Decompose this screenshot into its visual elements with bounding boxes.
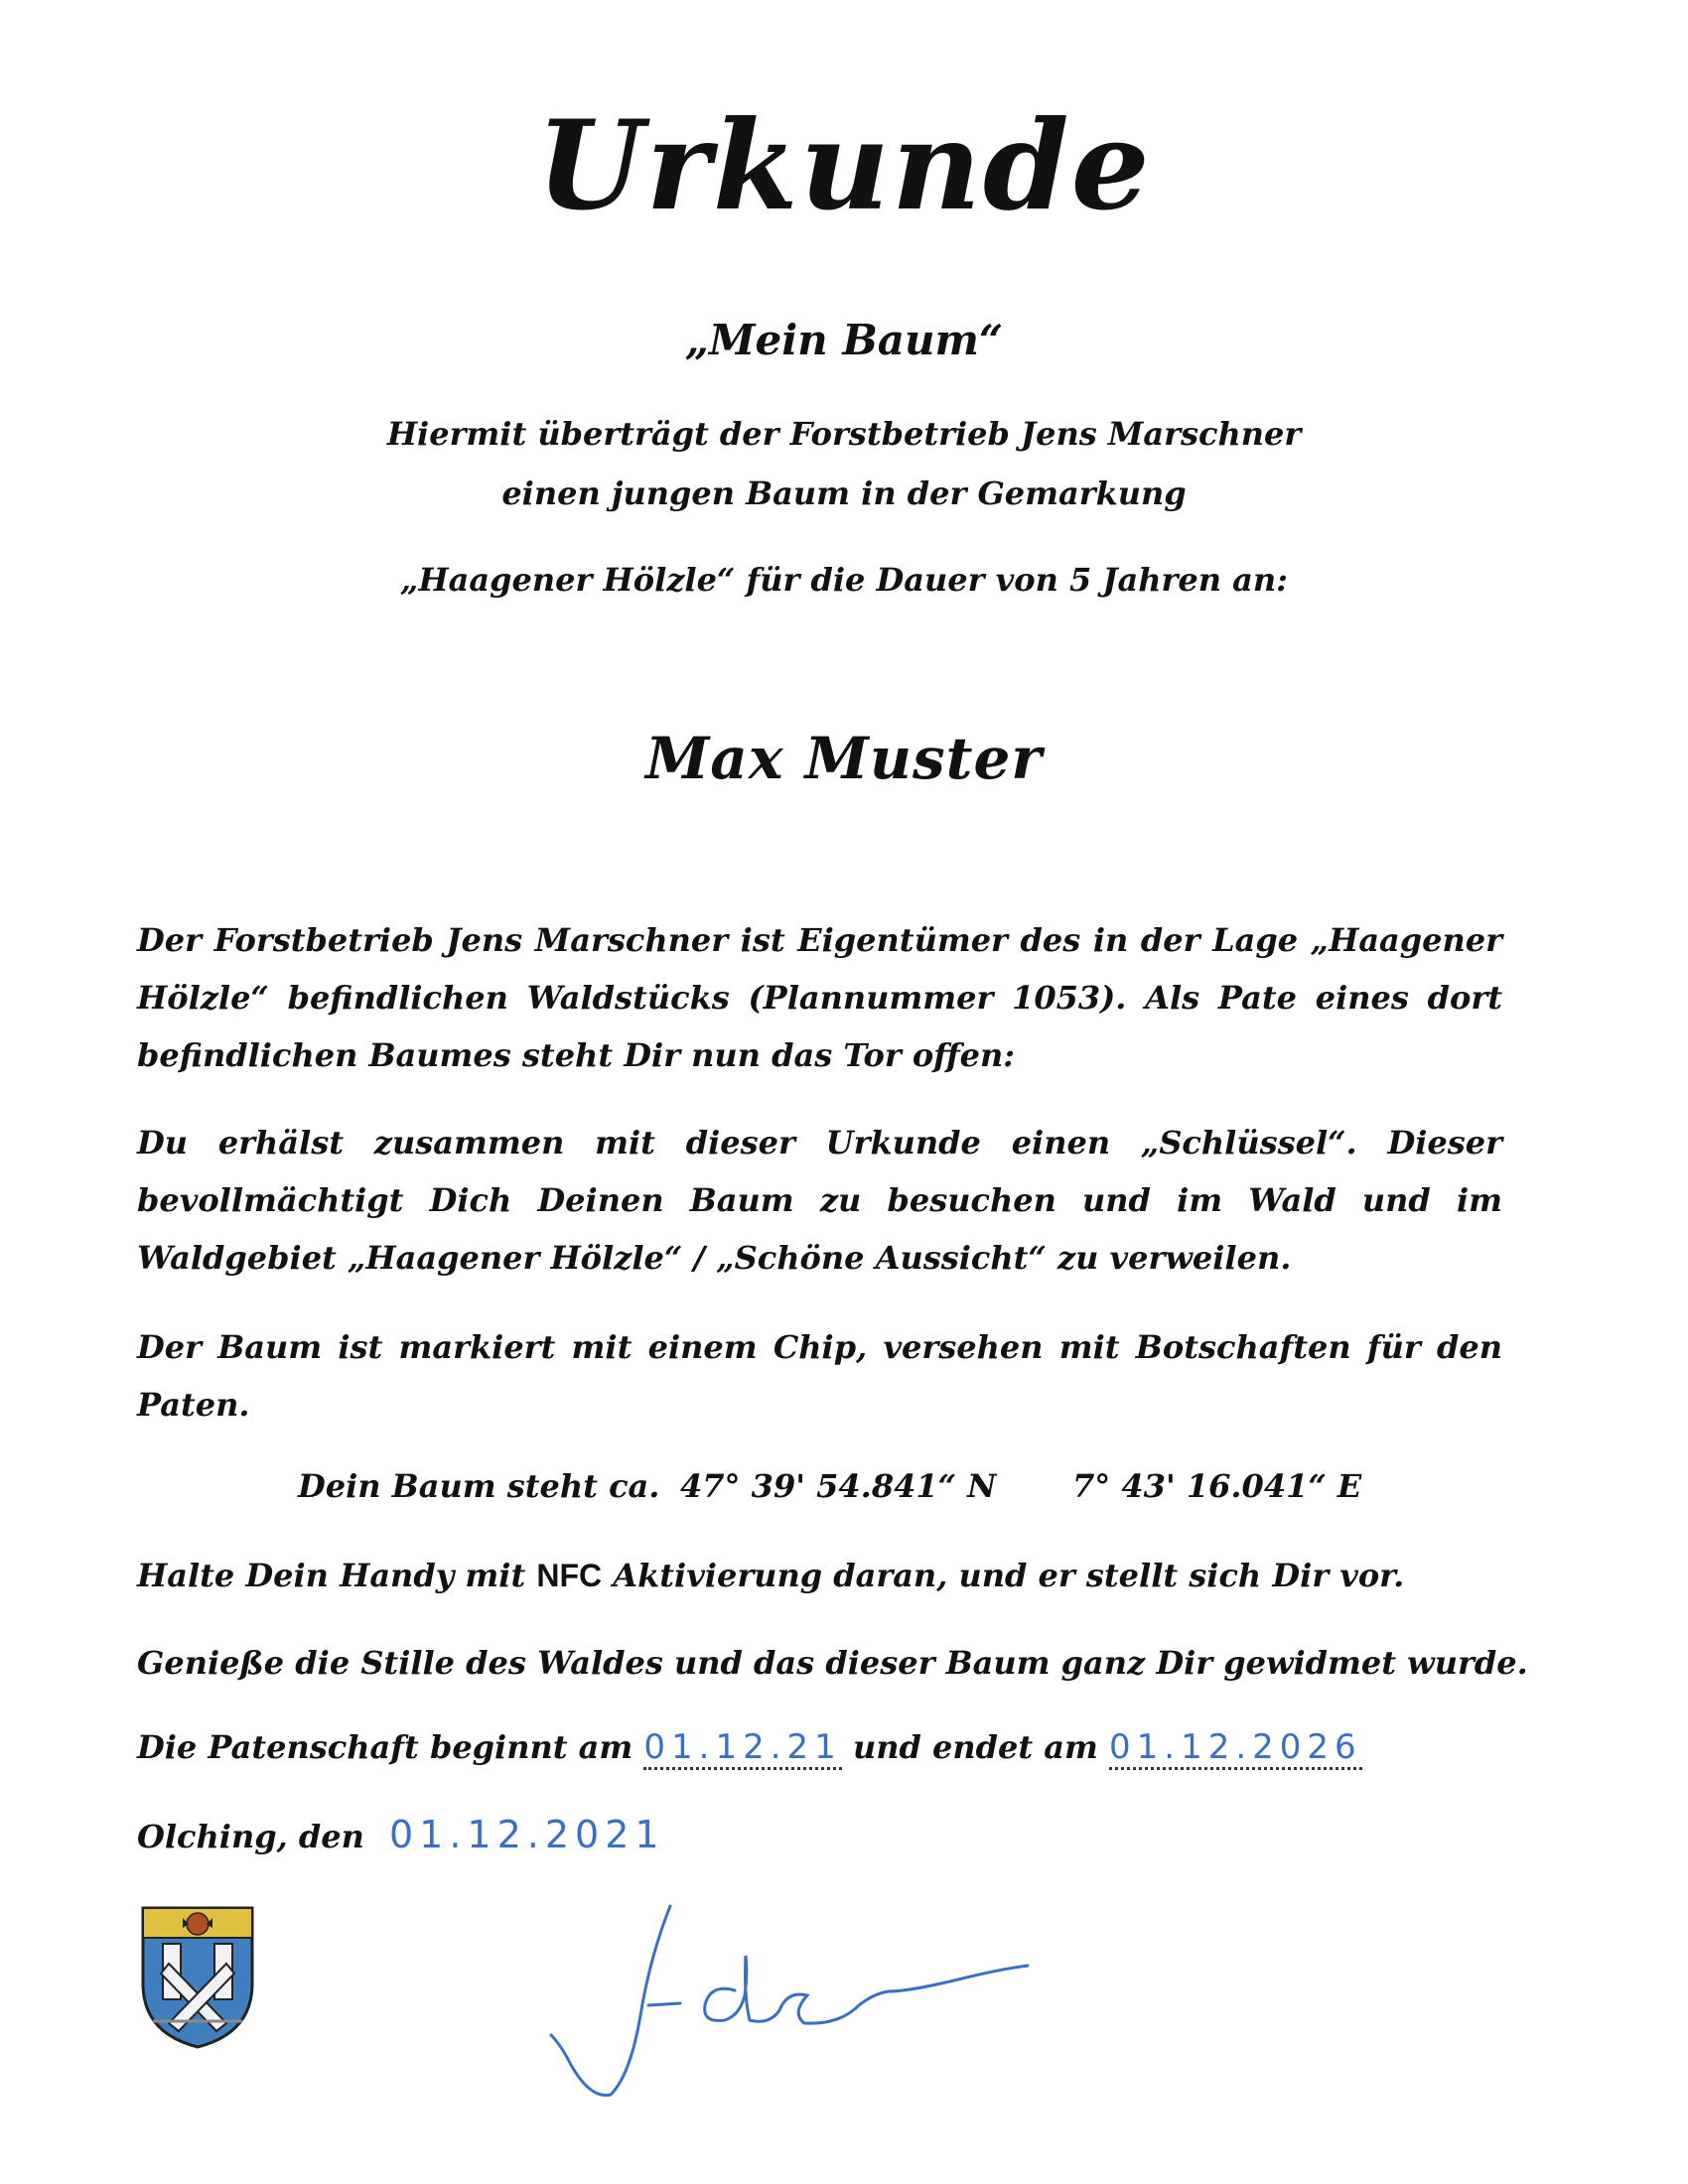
coordinates-longitude: 7° 43' 16.041“ E: [1072, 1467, 1362, 1505]
coordinates-latitude: 47° 39' 54.841“ N: [680, 1467, 997, 1505]
place-date-line: [137, 1813, 1527, 1856]
nfc-line: [137, 1557, 1527, 1594]
coat-of-arms-icon: [139, 1904, 256, 2051]
intro-line-2: einen jungen Baum in der Gemarkung: [501, 475, 1187, 512]
coordinates-prefix: Dein Baum steht ca.: [298, 1467, 660, 1505]
sponsorship-line: [137, 1727, 1527, 1770]
place-date: 01.12.2021: [389, 1813, 665, 1856]
place-label: Olching, den: [137, 1818, 364, 1855]
signature: [531, 1896, 1048, 2115]
sponsorship-end-date: 01.12.2026: [1109, 1727, 1362, 1770]
document-title: Urkunde: [536, 94, 1152, 238]
sponsorship-start-label: Die Patenschaft beginnt am: [137, 1728, 633, 1766]
nfc-label: NFC: [536, 1558, 603, 1593]
sponsorship-end-label: und endet am: [852, 1728, 1098, 1766]
intro-line-3: „Haagener Hölzle“ für die Dauer von 5 Jahren an:: [400, 561, 1288, 599]
recipient-name: Max Muster: [645, 725, 1043, 792]
paragraph-key: Du erhälst zusammen mit dieser Urkunde einen „Schlüssel“. Dieser bevollmächtigt Dich Deinen Baum zu besuchen und im Wald und im Waldgebiet „Haagener Hölzle“ / „Schöne Aussicht“ zu verweilen.: [137, 1124, 1502, 1277]
nfc-line-before: Halte Dein Handy mit: [137, 1557, 537, 1594]
nfc-line-after: Aktivierung daran, und er stellt sich Dir vor.: [602, 1557, 1405, 1594]
enjoy-line: Genieße die Stille des Waldes und das dieser Baum ganz Dir gewidmet wurde.: [137, 1644, 1528, 1682]
intro-line-1: Hiermit überträgt der Forstbetrieb Jens Marschner: [386, 415, 1302, 453]
sponsorship-start-date: 01.12.21: [643, 1727, 841, 1770]
paragraph-chip: Der Baum ist markiert mit einem Chip, versehen mit Botschaften für den Paten.: [137, 1328, 1502, 1424]
paragraph-owner: Der Forstbetrieb Jens Marschner ist Eigentümer des in der Lage „Haagener Hölzle“ befindlichen Waldstücks (Plannummer 1053). Als Pate eines dort befindlichen Baumes steht Dir nun das Tor offen:: [137, 921, 1502, 1074]
document-subtitle: „Mein Baum“: [684, 316, 1004, 364]
